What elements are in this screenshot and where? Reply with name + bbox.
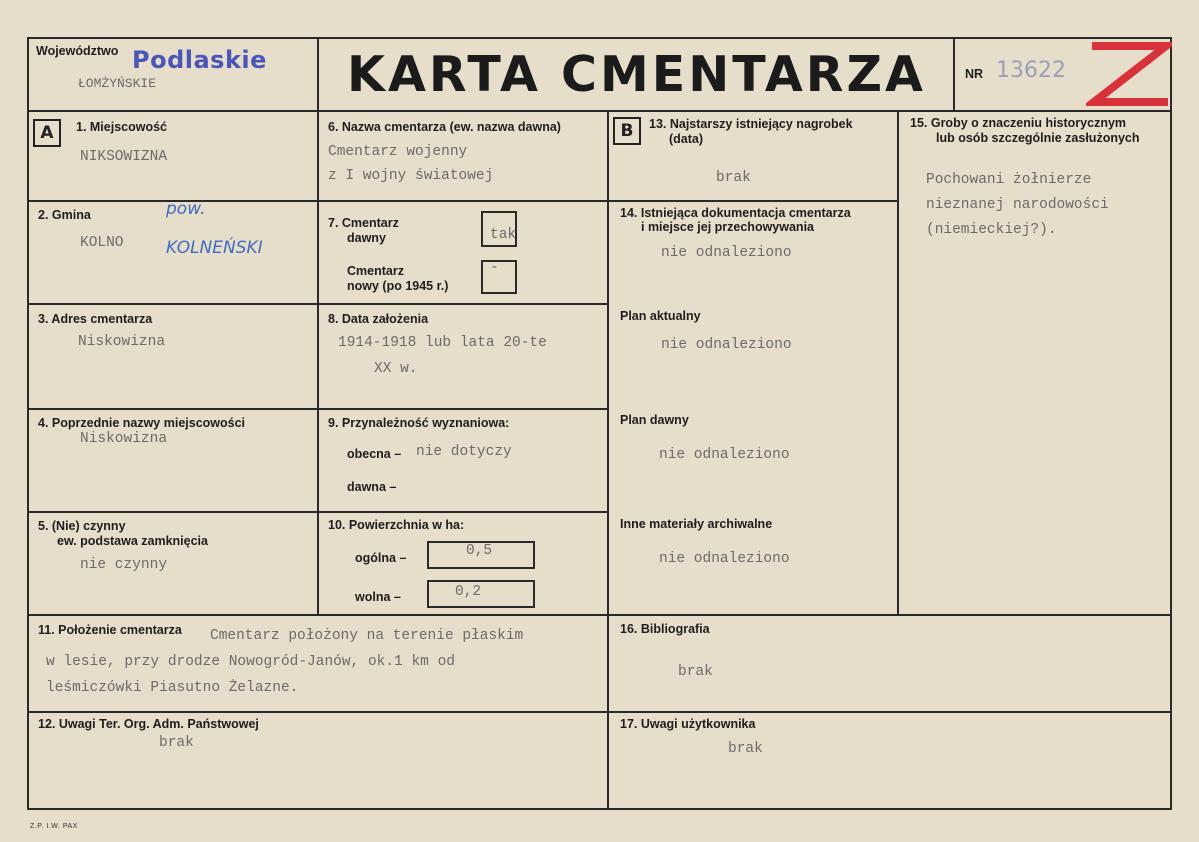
field11-label: 11. Położenie cmentarza <box>38 623 182 637</box>
field17-label: 17. Uwagi użytkownika <box>620 717 756 731</box>
field3-value: Niskowizna <box>78 334 166 350</box>
row-divider-b1 <box>607 200 897 202</box>
field15-label-2: lub osób szczególnie zasłużonych <box>936 131 1140 145</box>
field1-label: 1. Miejscowość <box>76 120 168 134</box>
field14-label-2: i miejsce jej przechowywania <box>641 220 814 234</box>
field1-value: NIKSOWIZNA <box>80 149 168 165</box>
field5-label-2: ew. podstawa zamknięcia <box>57 534 208 548</box>
row-divider-m3 <box>317 408 607 410</box>
field10-wolna-label: wolna – <box>355 590 401 604</box>
field15-label-1: 15. Groby o znaczeniu historycznym <box>910 116 1127 130</box>
row-divider-m4 <box>317 511 607 513</box>
field15-value-3: (niemieckiej?). <box>926 222 1057 238</box>
field9-obecna-label: obecna – <box>347 447 402 461</box>
nr-value: 13622 <box>996 58 1066 83</box>
field8-value-2: XX w. <box>374 361 418 377</box>
field12-label: 12. Uwagi Ter. Org. Adm. Państwowej <box>38 717 259 731</box>
section-b-badge: B <box>613 117 641 145</box>
field11-value-3: leśmiczówki Piasutno Żelazne. <box>46 680 299 696</box>
row-divider-m2 <box>317 303 607 305</box>
z-mark-icon <box>1086 40 1172 108</box>
field12-value: brak <box>159 735 194 751</box>
field3-label: 3. Adres cmentarza <box>38 312 153 326</box>
field10-label: 10. Powierzchnia w ha: <box>328 518 465 532</box>
inne-materialy-value: nie odnaleziono <box>659 551 790 567</box>
row-divider-bottom1 <box>27 614 1172 616</box>
row-divider-a2 <box>27 303 317 305</box>
plan-aktualny-label: Plan aktualny <box>620 309 701 323</box>
field5-label-1: 5. (Nie) czynny <box>38 519 126 533</box>
field10-ogolna-label: ogólna – <box>355 551 407 565</box>
field4-value: Niskowizna <box>80 431 168 447</box>
field2-value: KOLNO <box>80 235 124 251</box>
field9-label: 9. Przynależność wyznaniowa: <box>328 416 510 430</box>
divider-col1 <box>317 37 319 615</box>
field10-wolna-value: 0,2 <box>455 584 482 600</box>
divider-col3 <box>897 110 899 615</box>
section-a-badge: A <box>33 119 61 147</box>
field2-label: 2. Gmina <box>38 208 91 222</box>
field7-dawny-label: dawny <box>347 231 386 245</box>
field15-value-1: Pochowani żołnierze <box>926 172 1092 188</box>
plan-dawny-label: Plan dawny <box>620 413 689 427</box>
wojewodztwo-label: Województwo <box>36 44 119 58</box>
nr-label: NR <box>965 67 984 81</box>
row-divider-a4 <box>27 511 317 513</box>
z-mark <box>1086 40 1172 108</box>
page-title: KARTA CMENTARZA <box>347 46 926 103</box>
divider-col2 <box>607 110 609 810</box>
field13-value: brak <box>716 170 751 186</box>
field14-label-1: 14. Istniejąca dokumentacja cmentarza <box>620 206 851 220</box>
field11-value-1: Cmentarz położony na terenie płaskim <box>210 628 524 644</box>
field13-label-2: (data) <box>669 132 704 146</box>
field7-nowy-box <box>481 260 517 294</box>
field7-nowy-value: - <box>490 260 499 276</box>
field10-ogolna-value: 0,5 <box>466 543 493 559</box>
field6-value-1: Cmentarz wojenny <box>328 144 468 160</box>
field6-value-2: z I wojny światowej <box>328 168 494 184</box>
field11-value-2: w lesie, przy drodze Nowogród-Janów, ok.1 km od <box>46 654 455 670</box>
row-divider-bottom2 <box>27 711 1172 713</box>
field7-label: 7. Cmentarz <box>328 216 399 230</box>
field13-label-1: 13. Najstarszy istniejący nagrobek <box>649 117 853 131</box>
divider-nr <box>953 37 955 110</box>
region-stamp: Podlaskie <box>132 46 267 74</box>
field5-value: nie czynny <box>80 557 168 573</box>
field17-value: brak <box>728 741 763 757</box>
field8-label: 8. Data założenia <box>328 312 429 326</box>
field7-dawny-value: tak <box>490 227 517 243</box>
field8-value-1: 1914-1918 lub lata 20-te <box>338 335 547 351</box>
header-divider <box>27 110 1172 112</box>
inne-materialy-label: Inne materiały archiwalne <box>620 517 773 531</box>
field4-label: 4. Poprzednie nazwy miejscowości <box>38 416 246 430</box>
row-divider-m1 <box>317 200 607 202</box>
row-divider-a3 <box>27 408 317 410</box>
printer-imprint: Z.P. I.W. PAX <box>30 823 78 830</box>
field15-value-2: nieznanej narodowości <box>926 197 1109 213</box>
field7-nowy-sub: nowy (po 1945 r.) <box>347 279 449 293</box>
field14-value: nie odnaleziono <box>661 245 792 261</box>
field9-dawna-label: dawna – <box>347 480 397 494</box>
sub-region: ŁOMŻYŃSKIE <box>78 76 157 91</box>
field16-value: brak <box>678 664 713 680</box>
field9-obecna-value: nie dotyczy <box>416 444 512 460</box>
plan-aktualny-value: nie odnaleziono <box>661 337 792 353</box>
field2-hand-name: KOLNEŃSKI <box>166 238 263 258</box>
field16-label: 16. Bibliografia <box>620 622 710 636</box>
field6-label: 6. Nazwa cmentarza (ew. nazwa dawna) <box>328 120 561 134</box>
field2-hand-pow: pow. <box>166 199 206 219</box>
field7-nowy-label: Cmentarz <box>347 264 404 278</box>
plan-dawny-value: nie odnaleziono <box>659 447 790 463</box>
